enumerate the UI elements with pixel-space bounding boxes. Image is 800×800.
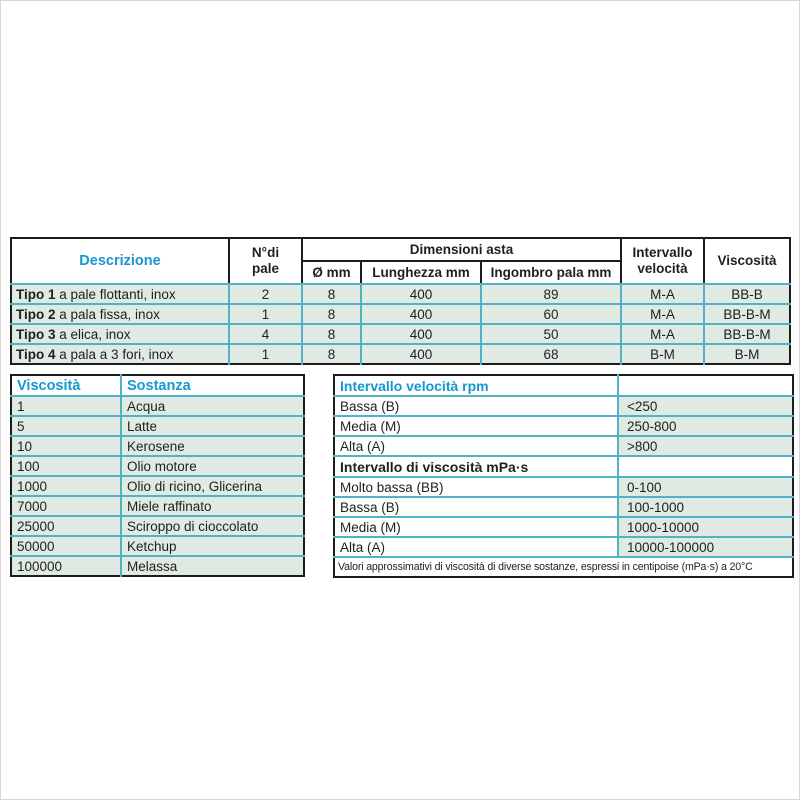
diametro-cell: 8	[302, 304, 361, 324]
viscosita-cell: BB-B-M	[704, 324, 790, 344]
tipo-desc: a pala a 3 fori, inox	[55, 346, 174, 362]
col-header-lunghezza: Lunghezza mm	[361, 261, 481, 284]
viscosita-value: 10	[11, 436, 121, 456]
tipo-desc: a pala fissa, inox	[55, 306, 160, 322]
empty-header-cell	[618, 375, 793, 396]
velocita-cell: M-A	[621, 304, 704, 324]
pale-cell: 1	[229, 344, 302, 364]
tipo-desc: a pale flottanti, inox	[55, 286, 176, 302]
empty-header-cell	[618, 456, 793, 477]
table-row	[11, 516, 304, 536]
sostanza-value: Acqua	[121, 396, 304, 416]
sostanza-value: Sciroppo di cioccolato	[121, 516, 304, 536]
tipo-desc: a elica, inox	[55, 326, 131, 342]
ingombro-cell: 68	[481, 344, 621, 364]
table-row-tipo-2	[11, 304, 790, 324]
diametro-cell: 8	[302, 324, 361, 344]
range-value: 100-1000	[618, 497, 793, 517]
n-pale-line1: N°di	[251, 245, 280, 261]
speed-section-header-row	[334, 375, 793, 396]
col-header-descrizione: Descrizione	[11, 238, 229, 284]
table-row	[334, 537, 793, 557]
range-value: 10000-100000	[618, 537, 793, 557]
viscosity-section-header-row	[334, 456, 793, 477]
table-row	[11, 476, 304, 496]
speed-section-title: Intervallo velocità rpm	[334, 375, 618, 396]
footnote-text: Valori approssimativi di viscosità di diverse sostanze, espressi in centipoise (mPa·s) a 20°C	[334, 557, 793, 577]
descrizione-cell	[11, 344, 229, 364]
table-row-tipo-3	[11, 324, 790, 344]
substance-header-row	[11, 375, 304, 396]
viscosita-value: 50000	[11, 536, 121, 556]
diametro-cell: 8	[302, 344, 361, 364]
tipo-label: Tipo 3	[16, 326, 56, 342]
descrizione-cell	[11, 324, 229, 344]
viscosity-section-title: Intervallo di viscosità mPa·s	[334, 456, 618, 477]
range-value: 1000-10000	[618, 517, 793, 537]
viscosita-cell: BB-B	[704, 284, 790, 304]
ingombro-cell: 50	[481, 324, 621, 344]
col-header-viscosita: Viscosità	[704, 238, 790, 284]
table-row	[334, 477, 793, 497]
range-label: Media (M)	[334, 517, 618, 537]
table-row	[11, 436, 304, 456]
table-row	[334, 517, 793, 537]
sostanza-value: Kerosene	[121, 436, 304, 456]
intervallo-line1: Intervallo	[632, 245, 693, 261]
range-value: <250	[618, 396, 793, 416]
table-row	[11, 456, 304, 476]
sostanza-value: Ketchup	[121, 536, 304, 556]
viscosita-value: 25000	[11, 516, 121, 536]
viscosita-value: 1000	[11, 476, 121, 496]
lunghezza-cell: 400	[361, 304, 481, 324]
range-value: >800	[618, 436, 793, 456]
sostanza-value: Olio di ricino, Glicerina	[121, 476, 304, 496]
substance-viscosity-table	[10, 374, 305, 577]
viscosita-value: 100000	[11, 556, 121, 576]
ranges-table	[333, 374, 794, 578]
ingombro-cell: 60	[481, 304, 621, 324]
pale-cell: 4	[229, 324, 302, 344]
range-value: 250-800	[618, 416, 793, 436]
table-row	[334, 497, 793, 517]
sostanza-value: Latte	[121, 416, 304, 436]
table-row	[11, 556, 304, 576]
viscosita-cell: B-M	[704, 344, 790, 364]
table-row	[11, 536, 304, 556]
col-header-dimensioni-asta: Dimensioni asta	[302, 238, 621, 261]
range-label: Alta (A)	[334, 537, 618, 557]
lunghezza-cell: 400	[361, 284, 481, 304]
range-label: Bassa (B)	[334, 396, 618, 416]
col-header-diametro: Ø mm	[302, 261, 361, 284]
table-row	[11, 416, 304, 436]
velocita-cell: M-A	[621, 324, 704, 344]
pale-cell: 1	[229, 304, 302, 324]
range-label: Molto bassa (BB)	[334, 477, 618, 497]
viscosita-value: 1	[11, 396, 121, 416]
descrizione-cell	[11, 304, 229, 324]
main-header-row-1	[11, 238, 790, 261]
viscosita-value: 5	[11, 416, 121, 436]
descrizione-cell	[11, 284, 229, 304]
lunghezza-cell: 400	[361, 344, 481, 364]
viscosita-value: 7000	[11, 496, 121, 516]
lunghezza-cell: 400	[361, 324, 481, 344]
table-row	[334, 396, 793, 416]
n-pale-line2: pale	[251, 261, 279, 276]
tipo-label: Tipo 2	[16, 306, 56, 322]
intervallo-line2: velocità	[637, 261, 688, 276]
range-label: Bassa (B)	[334, 497, 618, 517]
range-label: Media (M)	[334, 416, 618, 436]
col-header-ingombro: Ingombro pala mm	[481, 261, 621, 284]
mixer-types-table	[10, 237, 791, 365]
viscosita-cell: BB-B-M	[704, 304, 790, 324]
pale-cell: 2	[229, 284, 302, 304]
col-header-viscosita: Viscosità	[11, 375, 121, 396]
sostanza-value: Melassa	[121, 556, 304, 576]
col-header-n-pale	[229, 238, 302, 284]
diametro-cell: 8	[302, 284, 361, 304]
table-row-tipo-4	[11, 344, 790, 364]
viscosita-value: 100	[11, 456, 121, 476]
range-value: 0-100	[618, 477, 793, 497]
sostanza-value: Olio motore	[121, 456, 304, 476]
sostanza-value: Miele raffinato	[121, 496, 304, 516]
table-row	[11, 496, 304, 516]
range-label: Alta (A)	[334, 436, 618, 456]
tipo-label: Tipo 4	[16, 346, 56, 362]
tipo-label: Tipo 1	[16, 286, 56, 302]
table-row-tipo-1	[11, 284, 790, 304]
ingombro-cell: 89	[481, 284, 621, 304]
table-row	[334, 416, 793, 436]
velocita-cell: M-A	[621, 284, 704, 304]
table-row	[11, 396, 304, 416]
table-row	[334, 436, 793, 456]
velocita-cell: B-M	[621, 344, 704, 364]
col-header-sostanza: Sostanza	[121, 375, 304, 396]
col-header-intervallo-velocita	[621, 238, 704, 284]
footnote-row	[334, 557, 793, 577]
